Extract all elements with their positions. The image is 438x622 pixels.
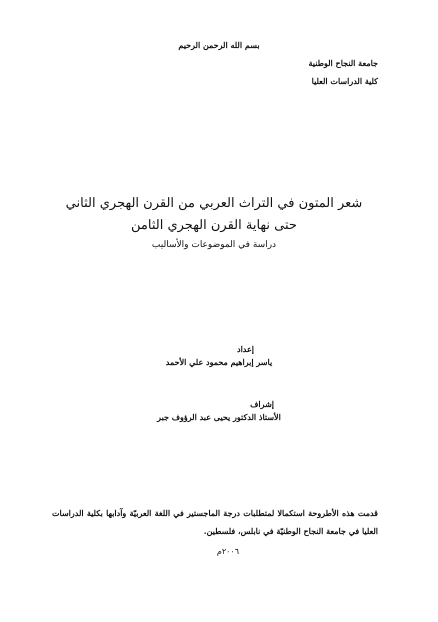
supervisor-name: الأستاذ الدكتور يحيى عبد الرؤوف جبر <box>157 412 281 422</box>
supervision-label: إشراف <box>250 399 274 409</box>
faculty-name: كلية الدراسات العليا <box>311 76 378 86</box>
submission-year: ٢٠٠٦م <box>216 547 239 556</box>
thesis-title-line-1: شعر المتون في التراث العربي من القرن الهجري الثاني <box>65 196 363 211</box>
author-name: ياسر إبراهيم محمود علي الأحمد <box>165 357 273 367</box>
submission-statement: قدمت هذه الأطروحة استكمالا لمتطلبات درجة الماجستير في اللغة العربيّة وآدابها بكلية الدراسات العليا في جامعة النجاح الوطنيّة في نابلس، فلسطين. <box>52 508 378 536</box>
prepared-by-label: إعداد <box>237 344 254 354</box>
thesis-title-line-2: حتى نهاية القرن الهجري الثامن <box>131 218 297 233</box>
university-name: جامعة النجاح الوطنية <box>308 58 378 68</box>
thesis-subtitle: دراسة في الموضوعات والأساليب <box>151 240 277 250</box>
basmala: بسم الله الرحمن الرحيم <box>178 40 260 50</box>
